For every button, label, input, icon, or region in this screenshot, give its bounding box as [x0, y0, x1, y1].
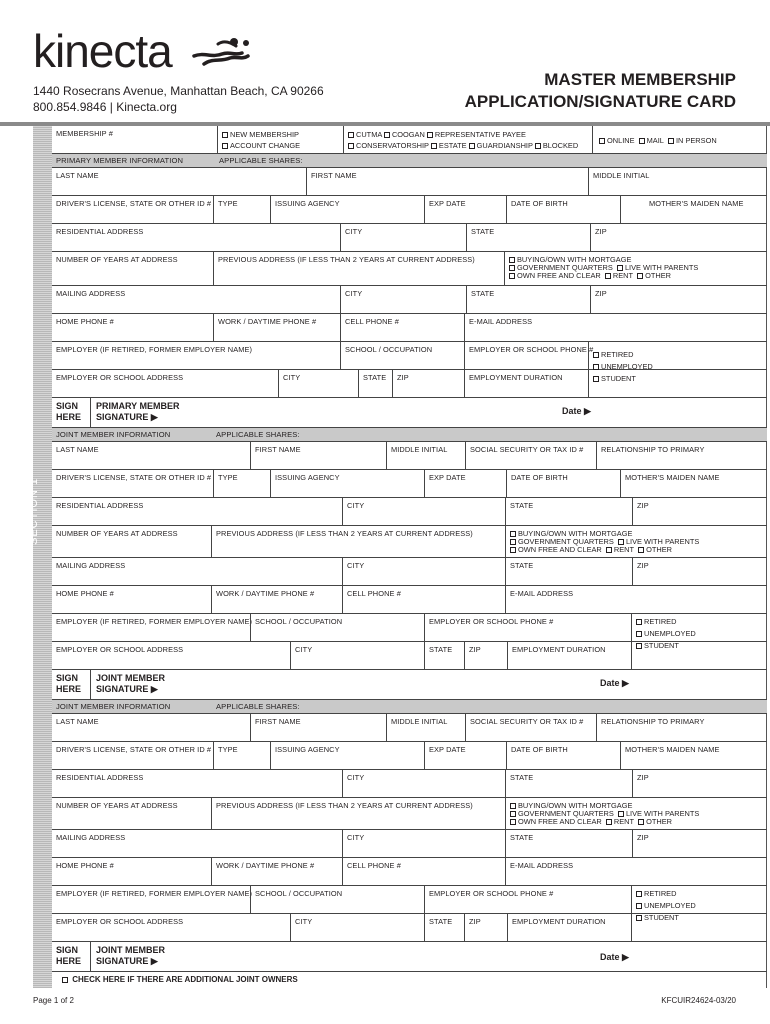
in-person-checkbox[interactable]: IN PERSON — [668, 136, 717, 145]
joint1-exp-date-field[interactable]: EXP DATE — [424, 470, 506, 497]
joint1-date-label: Date ▶ — [600, 678, 629, 688]
joint1-employment-status — [631, 614, 767, 641]
other-checkbox[interactable]: OTHER — [637, 271, 671, 280]
primary-residential-row — [52, 224, 767, 252]
primary-years-row — [52, 252, 767, 286]
primary-name-row — [52, 168, 767, 196]
joint2-status-student — [631, 914, 767, 941]
joint1-id-row — [52, 470, 767, 498]
form-title-line1: MASTER MEMBERSHIP — [544, 70, 736, 89]
joint2-mailing-address-field[interactable]: MAILING ADDRESS — [56, 833, 126, 842]
buying-checkbox[interactable]: BUYING/OWN WITH MORTGAGE — [509, 255, 631, 264]
joint1-maiden-name-field[interactable]: MOTHER'S MAIDEN NAME — [620, 470, 767, 497]
membership-form — [52, 126, 767, 988]
joint2-employer-phone-field[interactable]: EMPLOYER OR SCHOOL PHONE # — [424, 886, 631, 913]
joint2-emp-city-field[interactable]: CITY — [290, 914, 424, 941]
joint1-name-row — [52, 442, 767, 470]
joint1-ssn-field[interactable]: SOCIAL SECURITY OR TAX ID # — [465, 442, 596, 469]
joint2-id-row — [52, 742, 767, 770]
joint1-res-address-field[interactable]: RESIDENTIAL ADDRESS — [56, 501, 144, 510]
application-method-options — [592, 126, 767, 153]
joint2-relationship-field[interactable]: RELATIONSHIP TO PRIMARY — [596, 714, 767, 741]
joint2-residential-row — [52, 770, 767, 798]
online-checkbox[interactable]: ONLINE — [599, 136, 635, 145]
joint2-dob-field[interactable]: DATE OF BIRTH — [506, 742, 620, 769]
unemployed-checkbox[interactable]: UNEMPLOYED — [593, 362, 653, 371]
joint2-employment-status — [631, 886, 767, 913]
other-checkbox[interactable]: OTHER — [638, 817, 672, 826]
primary-emp-duration-field[interactable]: EMPLOYMENT DURATION — [464, 370, 588, 397]
joint2-years-row — [52, 798, 767, 830]
account-change-checkbox[interactable]: ACCOUNT CHANGE — [222, 141, 300, 150]
joint1-years-field[interactable]: NUMBER OF YEARS AT ADDRESS — [56, 529, 178, 538]
joint2-name-row — [52, 714, 767, 742]
joint2-maiden-name-field[interactable]: MOTHER'S MAIDEN NAME — [620, 742, 767, 769]
cutma-checkbox[interactable]: CUTMA — [348, 130, 382, 139]
joint1-employer-field[interactable]: EMPLOYER (IF RETIRED, FORMER EMPLOYER NAME) — [56, 617, 253, 626]
joint2-mailing-city-field[interactable]: CITY — [342, 830, 505, 857]
joint1-mailing-state-field[interactable]: STATE — [505, 558, 632, 585]
joint2-signature-label: JOINT MEMBER SIGNATURE ▶ — [96, 945, 166, 966]
kinecta-logo-icon — [190, 34, 260, 74]
section-sidebar — [33, 126, 52, 988]
account-type-options — [343, 126, 592, 153]
student-checkbox[interactable]: STUDENT — [636, 913, 679, 922]
primary-res-zip-field[interactable]: ZIP — [590, 224, 767, 251]
retired-checkbox[interactable]: RETIRED — [636, 889, 676, 898]
primary-emp-zip-field[interactable]: ZIP — [392, 370, 464, 397]
primary-signature-row[interactable] — [52, 398, 767, 428]
joint1-residential-row — [52, 498, 767, 526]
joint2-employer-address-row — [52, 914, 767, 942]
joint1-employer-row — [52, 614, 767, 642]
primary-dob-field[interactable]: DATE OF BIRTH — [506, 196, 620, 223]
new-membership-checkbox[interactable]: NEW MEMBERSHIP — [222, 130, 299, 139]
primary-phone-row — [52, 314, 767, 342]
joint2-id-type-field[interactable]: TYPE — [213, 742, 270, 769]
additional-owners-checkbox[interactable]: CHECK HERE IF THERE ARE ADDITIONAL JOINT OWNERS — [62, 975, 298, 984]
primary-prev-address-field[interactable]: PREVIOUS ADDRESS (IF LESS THAN 2 YEARS AT CURRENT ADDRESS) — [213, 252, 504, 285]
primary-housing-options — [504, 252, 767, 285]
joint1-res-zip-field[interactable]: ZIP — [632, 498, 767, 525]
primary-member-header: PRIMARY MEMBER INFORMATION APPLICABLE SHARES: — [52, 154, 767, 168]
joint1-employer-address-row — [52, 642, 767, 670]
retired-checkbox[interactable]: RETIRED — [636, 617, 676, 626]
joint1-years-row — [52, 526, 767, 558]
primary-first-name-field[interactable]: FIRST NAME — [306, 168, 588, 195]
joint1-mailing-row — [52, 558, 767, 586]
primary-maiden-name-field[interactable]: MOTHER'S MAIDEN NAME — [620, 196, 767, 223]
primary-employer-address-row — [52, 370, 767, 398]
primary-status-student — [588, 370, 767, 397]
contact-line: 800.854.9846 | Kinecta.org — [33, 100, 177, 114]
primary-middle-initial-field[interactable]: MIDDLE INITIAL — [588, 168, 767, 195]
primary-emp-address-field[interactable]: EMPLOYER OR SCHOOL ADDRESS — [56, 373, 184, 382]
joint2-work-phone-field[interactable]: WORK / DAYTIME PHONE # — [211, 858, 342, 885]
joint2-res-state-field[interactable]: STATE — [505, 770, 632, 797]
primary-emp-city-field[interactable]: CITY — [278, 370, 358, 397]
joint2-mailing-row — [52, 830, 767, 858]
address-line: 1440 Rosecrans Avenue, Manhattan Beach, CA 90266 — [33, 84, 324, 98]
membership-type-options — [217, 126, 343, 153]
own-free-checkbox[interactable]: OWN FREE AND CLEAR — [510, 817, 602, 826]
joint2-emp-state-field[interactable]: STATE — [424, 914, 464, 941]
joint2-email-field[interactable]: E-MAIL ADDRESS — [505, 858, 767, 885]
joint2-issuing-agency-field[interactable]: ISSUING AGENCY — [270, 742, 424, 769]
joint2-housing-options — [505, 798, 767, 829]
membership-row — [52, 126, 767, 154]
joint2-res-city-field[interactable]: CITY — [342, 770, 505, 797]
joint2-emp-duration-field[interactable]: EMPLOYMENT DURATION — [507, 914, 631, 941]
joint2-middle-initial-field[interactable]: MIDDLE INITIAL — [386, 714, 465, 741]
joint1-emp-city-field[interactable]: CITY — [290, 642, 424, 669]
joint2-res-address-field[interactable]: RESIDENTIAL ADDRESS — [56, 773, 144, 782]
primary-mailing-city-field[interactable]: CITY — [340, 286, 466, 313]
live-parents-checkbox[interactable]: LIVE WITH PARENTS — [617, 263, 698, 272]
primary-mailing-row — [52, 286, 767, 314]
joint1-work-phone-field[interactable]: WORK / DAYTIME PHONE # — [211, 586, 342, 613]
primary-email-field[interactable]: E-MAIL ADDRESS — [464, 314, 767, 341]
blocked-checkbox[interactable]: BLOCKED — [535, 141, 578, 150]
joint1-dob-field[interactable]: DATE OF BIRTH — [506, 470, 620, 497]
primary-mailing-zip-field[interactable]: ZIP — [590, 286, 767, 313]
rent-checkbox[interactable]: RENT — [605, 271, 633, 280]
primary-employer-row — [52, 342, 767, 370]
joint1-cell-phone-field[interactable]: CELL PHONE # — [342, 586, 505, 613]
joint1-mailing-zip-field[interactable]: ZIP — [632, 558, 767, 585]
sign-here-label: SIGN HERE — [56, 945, 82, 966]
student-checkbox[interactable]: STUDENT — [636, 641, 679, 650]
unemployed-checkbox[interactable]: UNEMPLOYED — [636, 901, 696, 910]
joint1-email-field[interactable]: E-MAIL ADDRESS — [505, 586, 767, 613]
joint2-last-name-field[interactable]: LAST NAME — [56, 717, 99, 726]
own-free-checkbox[interactable]: OWN FREE AND CLEAR — [509, 271, 601, 280]
joint2-exp-date-field[interactable]: EXP DATE — [424, 742, 506, 769]
joint2-first-name-field[interactable]: FIRST NAME — [250, 714, 386, 741]
joint1-first-name-field[interactable]: FIRST NAME — [250, 442, 386, 469]
primary-employment-status — [588, 342, 767, 369]
rent-checkbox[interactable]: RENT — [606, 545, 634, 554]
joint1-last-name-field[interactable]: LAST NAME — [56, 445, 99, 454]
joint1-employer-phone-field[interactable]: EMPLOYER OR SCHOOL PHONE # — [424, 614, 631, 641]
primary-last-name-field[interactable]: LAST NAME — [56, 171, 99, 180]
joint2-signature-row[interactable] — [52, 942, 767, 972]
joint1-middle-initial-field[interactable]: MIDDLE INITIAL — [386, 442, 465, 469]
form-title-line2: APPLICATION/SIGNATURE CARD — [464, 92, 736, 111]
other-checkbox[interactable]: OTHER — [638, 545, 672, 554]
live-parents-checkbox[interactable]: LIVE WITH PARENTS — [618, 537, 699, 546]
gov-quarters-checkbox[interactable]: GOVERNMENT QUARTERS — [510, 809, 614, 818]
joint2-mailing-state-field[interactable]: STATE — [505, 830, 632, 857]
joint1-issuing-agency-field[interactable]: ISSUING AGENCY — [270, 470, 424, 497]
membership-number-field[interactable]: MEMBERSHIP # — [56, 129, 113, 138]
joint1-mailing-city-field[interactable]: CITY — [342, 558, 505, 585]
joint2-member-header: JOINT MEMBER INFORMATION APPLICABLE SHARES: — [52, 700, 767, 714]
sign-here-label: SIGN HERE — [56, 673, 82, 694]
section-label: SECTION 1 — [28, 477, 40, 545]
joint1-relationship-field[interactable]: RELATIONSHIP TO PRIMARY — [596, 442, 767, 469]
joint2-emp-zip-field[interactable]: ZIP — [464, 914, 507, 941]
primary-home-phone-field[interactable]: HOME PHONE # — [56, 317, 114, 326]
joint2-years-field[interactable]: NUMBER OF YEARS AT ADDRESS — [56, 801, 178, 810]
joint2-home-phone-field[interactable]: HOME PHONE # — [56, 861, 114, 870]
sign-here-label: SIGN HERE — [56, 401, 82, 422]
buying-checkbox[interactable]: BUYING/OWN WITH MORTGAGE — [510, 801, 632, 810]
joint2-employer-field[interactable]: EMPLOYER (IF RETIRED, FORMER EMPLOYER NAME) — [56, 889, 253, 898]
joint1-member-header: JOINT MEMBER INFORMATION APPLICABLE SHARES: — [52, 428, 767, 442]
primary-work-phone-field[interactable]: WORK / DAYTIME PHONE # — [213, 314, 340, 341]
joint2-mailing-zip-field[interactable]: ZIP — [632, 830, 767, 857]
rep-payee-checkbox[interactable]: REPRESENTATIVE PAYEE — [427, 130, 526, 139]
primary-res-city-field[interactable]: CITY — [340, 224, 466, 251]
primary-years-field[interactable]: NUMBER OF YEARS AT ADDRESS — [56, 255, 178, 264]
estate-checkbox[interactable]: ESTATE — [431, 141, 467, 150]
page-number: Page 1 of 2 — [33, 996, 74, 1005]
form-code: KFCUIR24624-03/20 — [661, 996, 736, 1005]
joint1-emp-state-field[interactable]: STATE — [424, 642, 464, 669]
joint1-emp-address-field[interactable]: EMPLOYER OR SCHOOL ADDRESS — [56, 645, 184, 654]
joint1-signature-label: JOINT MEMBER SIGNATURE ▶ — [96, 673, 166, 694]
primary-occupation-field[interactable]: SCHOOL / OCCUPATION — [340, 342, 464, 369]
guardianship-checkbox[interactable]: GUARDIANSHIP — [469, 141, 533, 150]
primary-date-label: Date ▶ — [562, 406, 591, 416]
joint1-signature-row[interactable] — [52, 670, 767, 700]
primary-employer-phone-field[interactable]: EMPLOYER OR SCHOOL PHONE # — [464, 342, 588, 369]
joint1-home-phone-field[interactable]: HOME PHONE # — [56, 589, 114, 598]
primary-signature-label: PRIMARY MEMBER SIGNATURE ▶ — [96, 401, 180, 422]
joint1-emp-zip-field[interactable]: ZIP — [464, 642, 507, 669]
conservatorship-checkbox[interactable]: CONSERVATORSHIP — [348, 141, 429, 150]
joint2-date-label: Date ▶ — [600, 952, 629, 962]
gov-quarters-checkbox[interactable]: GOVERNMENT QUARTERS — [509, 263, 613, 272]
joint1-mailing-address-field[interactable]: MAILING ADDRESS — [56, 561, 126, 570]
buying-checkbox[interactable]: BUYING/OWN WITH MORTGAGE — [510, 529, 632, 538]
joint1-housing-options — [505, 526, 767, 557]
primary-res-address-field[interactable]: RESIDENTIAL ADDRESS — [56, 227, 144, 236]
student-checkbox[interactable]: STUDENT — [593, 374, 636, 383]
joint2-cell-phone-field[interactable]: CELL PHONE # — [342, 858, 505, 885]
joint2-emp-address-field[interactable]: EMPLOYER OR SCHOOL ADDRESS — [56, 917, 184, 926]
joint2-phone-row — [52, 858, 767, 886]
joint1-occupation-field[interactable]: SCHOOL / OCCUPATION — [250, 614, 424, 641]
rent-checkbox[interactable]: RENT — [606, 817, 634, 826]
joint1-status-student — [631, 642, 767, 669]
coogan-checkbox[interactable]: COOGAN — [384, 130, 425, 139]
unemployed-checkbox[interactable]: UNEMPLOYED — [636, 629, 696, 638]
joint1-prev-address-field[interactable]: PREVIOUS ADDRESS (IF LESS THAN 2 YEARS AT CURRENT ADDRESS) — [211, 526, 505, 557]
joint2-occupation-field[interactable]: SCHOOL / OCCUPATION — [250, 886, 424, 913]
gov-quarters-checkbox[interactable]: GOVERNMENT QUARTERS — [510, 537, 614, 546]
joint1-res-state-field[interactable]: STATE — [505, 498, 632, 525]
primary-res-state-field[interactable]: STATE — [466, 224, 590, 251]
primary-mailing-state-field[interactable]: STATE — [466, 286, 590, 313]
live-parents-checkbox[interactable]: LIVE WITH PARENTS — [618, 809, 699, 818]
primary-dl-field[interactable]: DRIVER'S LICENSE, STATE OR OTHER ID # — [56, 199, 212, 208]
primary-mailing-address-field[interactable]: MAILING ADDRESS — [56, 289, 126, 298]
primary-exp-date-field[interactable]: EXP DATE — [424, 196, 506, 223]
primary-id-row — [52, 196, 767, 224]
joint2-prev-address-field[interactable]: PREVIOUS ADDRESS (IF LESS THAN 2 YEARS AT CURRENT ADDRESS) — [211, 798, 505, 829]
mail-checkbox[interactable]: MAIL — [639, 136, 664, 145]
joint2-dl-field[interactable]: DRIVER'S LICENSE, STATE OR OTHER ID # — [56, 745, 212, 754]
joint2-employer-row — [52, 886, 767, 914]
primary-emp-state-field[interactable]: STATE — [358, 370, 392, 397]
own-free-checkbox[interactable]: OWN FREE AND CLEAR — [510, 545, 602, 554]
primary-id-type-field[interactable]: TYPE — [213, 196, 270, 223]
joint2-ssn-field[interactable]: SOCIAL SECURITY OR TAX ID # — [465, 714, 596, 741]
kinecta-logo-text: kinecta — [33, 25, 172, 77]
joint1-res-city-field[interactable]: CITY — [342, 498, 505, 525]
joint1-id-type-field[interactable]: TYPE — [213, 470, 270, 497]
joint1-phone-row — [52, 586, 767, 614]
joint1-emp-duration-field[interactable]: EMPLOYMENT DURATION — [507, 642, 631, 669]
retired-checkbox[interactable]: RETIRED — [593, 350, 633, 359]
joint2-res-zip-field[interactable]: ZIP — [632, 770, 767, 797]
primary-cell-phone-field[interactable]: CELL PHONE # — [340, 314, 464, 341]
joint1-dl-field[interactable]: DRIVER'S LICENSE, STATE OR OTHER ID # — [56, 473, 212, 482]
primary-issuing-agency-field[interactable]: ISSUING AGENCY — [270, 196, 424, 223]
primary-employer-field[interactable]: EMPLOYER (IF RETIRED, FORMER EMPLOYER NAME) — [56, 345, 253, 354]
